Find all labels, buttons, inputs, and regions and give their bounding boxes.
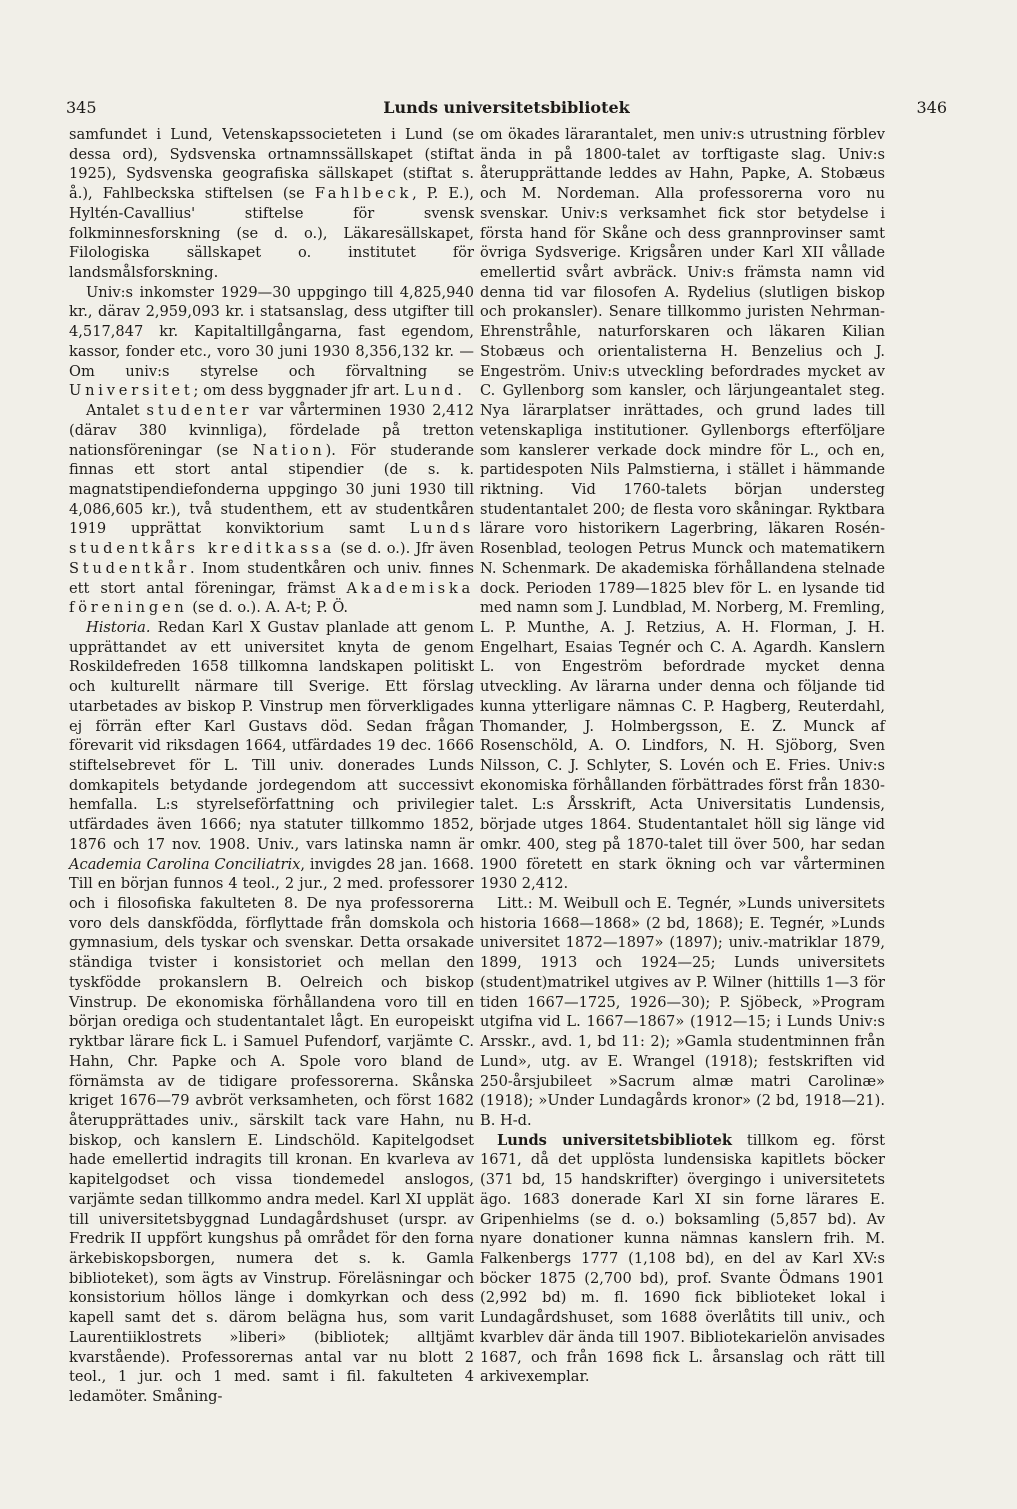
paragraph-literature: Litt.: M. Weibull och E. Tegnér, »Lunds universitets historia 1668—1868» (2 bd, 1868); E. Tegnér, »Lunds universitet 1872—1897» (1897); univ.-matriklar 1879, 1899, 1913 och 1924—25; Lunds universitets (student)matrikel utgives av P. Wilner (hittills 1—3 för tiden 1667—1725, 1926—30); P. Sjöbeck, »Program utgifna vid L. 1667—1867» (1912—15; i Lunds Univ:s Arsskr., avd. 1, bd 11: 2); »Gamla studentminnen från Lund», utg. av E. Wrangel (1918); festskriften vid 250-årsjubileet »Sacrum almæ matri Carolinæ» (1918); »Under Lundagårds kronor» (2 bd, 1918—21). B. H-d. [480,895,885,1129]
paragraph-societies: samfundet i Lund, Vetenskapssocieteten i Lund (se dessa ord), Sydsvenska ortnamnssällskapet (stiftat 1925), Sydsvenska geografiska sällskapet (stiftat s. å.), Fahlbeckska stiftelsen (se Fahlbeck, P. E.), Hyltén-Cavallius' stiftelse för svensk folkminnesforskning (se d. o.), Läkaresällskapet, Filologiska sällskapet o. institutet för landsmålsforskning. [69,126,474,282]
paragraph-library: Lunds universitetsbibliotek tillkom eg. först 1671, då det upplösta lundensiska kapitlets böcker (371 bd, 15 handskrifter) övergingo i universitetets ägo. 1683 donerade Karl XI sin forne lärares E. Gripenhielms (se d. o.) boksamling (5,857 bd). Av nyare donationer kunna nämnas kanslern frih. M. Falkenbergs 1777 (1,108 bd), en del av Karl XV:s böcker 1875 (2,700 bd), prof. Svante Ödmans 1901 (2,992 bd) m. fl. 1690 fick biblioteket lokal i Lundagårdshuset, som 1688 överlåtits till univ., och kvarblev där ända till 1907. Bibliotekarielön anvisades 1687, och från 1698 fick L. årsanslag och rätt till arkivexemplar. [480,1131,885,1386]
page-header [66,98,947,120]
page-number-right: 346 [916,98,947,117]
right-column [480,125,885,1387]
paragraph-finances: Univ:s inkomster 1929—30 uppgingo till 4,825,940 kr., därav 2,959,093 kr. i statsanslag, dess utgifter till 4,517,847 kr. Kapitaltillgångarna, fast egendom, kassor, fonder etc., voro 30 juni 1930 8,356,132 kr. — Om univ:s styrelse och förvaltning se Universitet; om dess byggnader jfr art. Lund. [69,283,474,400]
paragraph-history: Historia. Redan Karl X Gustav planlade att genom upprättandet av ett universitet knyta de genom Roskildefreden 1658 tillkomna landskapen politiskt och kulturellt närmare till Sverige. Ett förslag utarbetades av biskop P. Vinstrup men förverkligades ej förrän efter Karl Gustavs död. Sedan frågan förevarit vid riksdagen 1664, utfärdades 19 dec. 1666 stiftelsebrevet för L. Till univ. donerades Lunds domkapitels betydande jordegendom att successivt hemfalla. L:s styrelseförfattning och privilegier utfärdades även 1666; nya statuter tillkommo 1852, 1876 och 17 nov. 1908. Univ., vars latinska namn är Academia Carolina Conciliatrix, invigdes 28 jan. 1668. Till en början funnos 4 teol., 2 jur., 2 med. professorer och i filosofiska fakulteten 8. De nya professorerna voro dels danskfödda, förflyttade från domskola och gymnasium, dels tyskar och svenskar. Detta orsakade ständiga tvister i konsistoriet och mellan den tyskfödde prokanslern B. Oelreich och biskop Vinstrup. De ekonomiska förhållandena voro till en början orediga och studentantalet lågt. En europeiskt ryktbar lärare fick L. i Samuel Pufendorf, varjämte C. Hahn, Chr. Papke och A. Spole voro bland de förnämsta av de tidigare professorerna. Skånska kriget 1676—79 avbröt verksamheten, och först 1682 återupprättades univ., särskilt tack vare Hahn, nu biskop, och kanslern E. Lindschöld. Kapitelgodset hade emellertid indragits till kronan. En kvarleva av kapitelgodset och vissa tiondemedel anslogos, varjämte sedan tillkommo andra medel. Karl XI upplät till universitetsbyggnad Lundagårdshuset (urspr. av Fredrik II uppfört kungshus på området för den forna ärkebiskopsborgen, numera det s. k. Gamla biblioteket), som ägts av Vinstrup. Föreläsningar och konsistorium höllos länge i domkyrkan och dess kapell samt det s. därom belägna hus, som varit Laurentiiklostrets »liberi» (bibliotek; alltjämt kvarstående). Professorernas antal var nu blott 2 teol., 1 jur. och 1 med. samt i fil. fakulteten 4 ledamöter. Småning- [69,618,474,1405]
page-number-left: 345 [66,98,97,117]
running-head: Lunds universitetsbibliotek [383,98,630,117]
paragraph-students: Antalet studenter var vårterminen 1930 2,412 (därav 380 kvinnliga), fördelade på tretton nationsföreningar (se Nation). För studerande finnas ett stort antal stipendier (de s. k. magnatstipendiefonderna uppgingo 30 juni 1930 till 4,086,605 kr.), två studenthem, ett av studentkåren 1919 upprättat konviktorium samt Lunds studentkårs kreditkassa (se d. o.). Jfr även Studentkår. Inom studentkåren och univ. finnes ett stort antal föreningar, främst Akademiska föreningen (se d. o.). A. A-t; P. Ö. [69,402,474,617]
left-column [69,125,474,1407]
paragraph-history-continued: om ökades lärarantalet, men univ:s utrustning förblev ända in på 1800-talet av torftigaste slag. Univ:s återupprättande leddes av Hahn, Papke, A. Stobæus och M. Nordeman. Alla professorerna voro nu svenskar. Univ:s verksamhet fick stor betydelse i första hand för Skåne och dess grannprovinser samt övriga Sydsverige. Krigsåren under Karl XII vållade emellertid svårt avbräck. Univ:s främsta namn vid denna tid var filosofen A. Rydelius (slutligen biskop och prokansler). Senare tillkommo juristen Nehrman-Ehrenstråhle, naturforskaren och läkaren Kilian Stobæus och orientalisterna H. Benzelius och J. Engeström. Univ:s utveckling befordrades mycket av C. Gyllenborg som kansler, och lärjungeantalet steg. Nya lärarplatser inrättades, och grund lades till vetenskapliga institutioner. Gyllenborgs efterföljare som kanslerer verkade dock mindre för L., och en, partidespoten Nils Palmstierna, i stället i hämmande riktning. Vid 1760-talets början understeg studentantalet 200; de flesta voro skåningar. Ryktbara lärare voro historikern Lagerbring, läkaren Rosén-Rosenblad, teologen Petrus Munck och matematikern N. Schenmark. De akademiska förhållandena stelnade dock. Perioden 1789—1825 blev för L. en lysande tid med namn som J. Lundblad, M. Norberg, M. Fremling, L. P. Munthe, A. J. Retzius, A. H. Florman, J. H. Engelhart, Esaias Tegnér och C. A. Agardh. Kanslern L. von Engeström befordrade mycket denna utveckling. Av lärarna under denna och följande tid kunna ytterligare nämnas C. P. Hagberg, Reuterdahl, Thomander, J. Holmbergsson, E. Z. Munck af Rosenschöld, A. O. Lindfors, N. H. Sjöborg, Sven Nilsson, C. J. Schlyter, S. Lovén och E. Fries. Univ:s ekonomiska förhållanden förbättrades först från 1830-talet. L:s Årsskrift, Acta Universitatis Lundensis, började utges 1864. Studentantalet höll sig länge vid omkr. 400, steg på 1870-talet till över 500, har sedan 1900 företett en stark ökning och var vårterminen 1930 2,412. [480,126,885,893]
